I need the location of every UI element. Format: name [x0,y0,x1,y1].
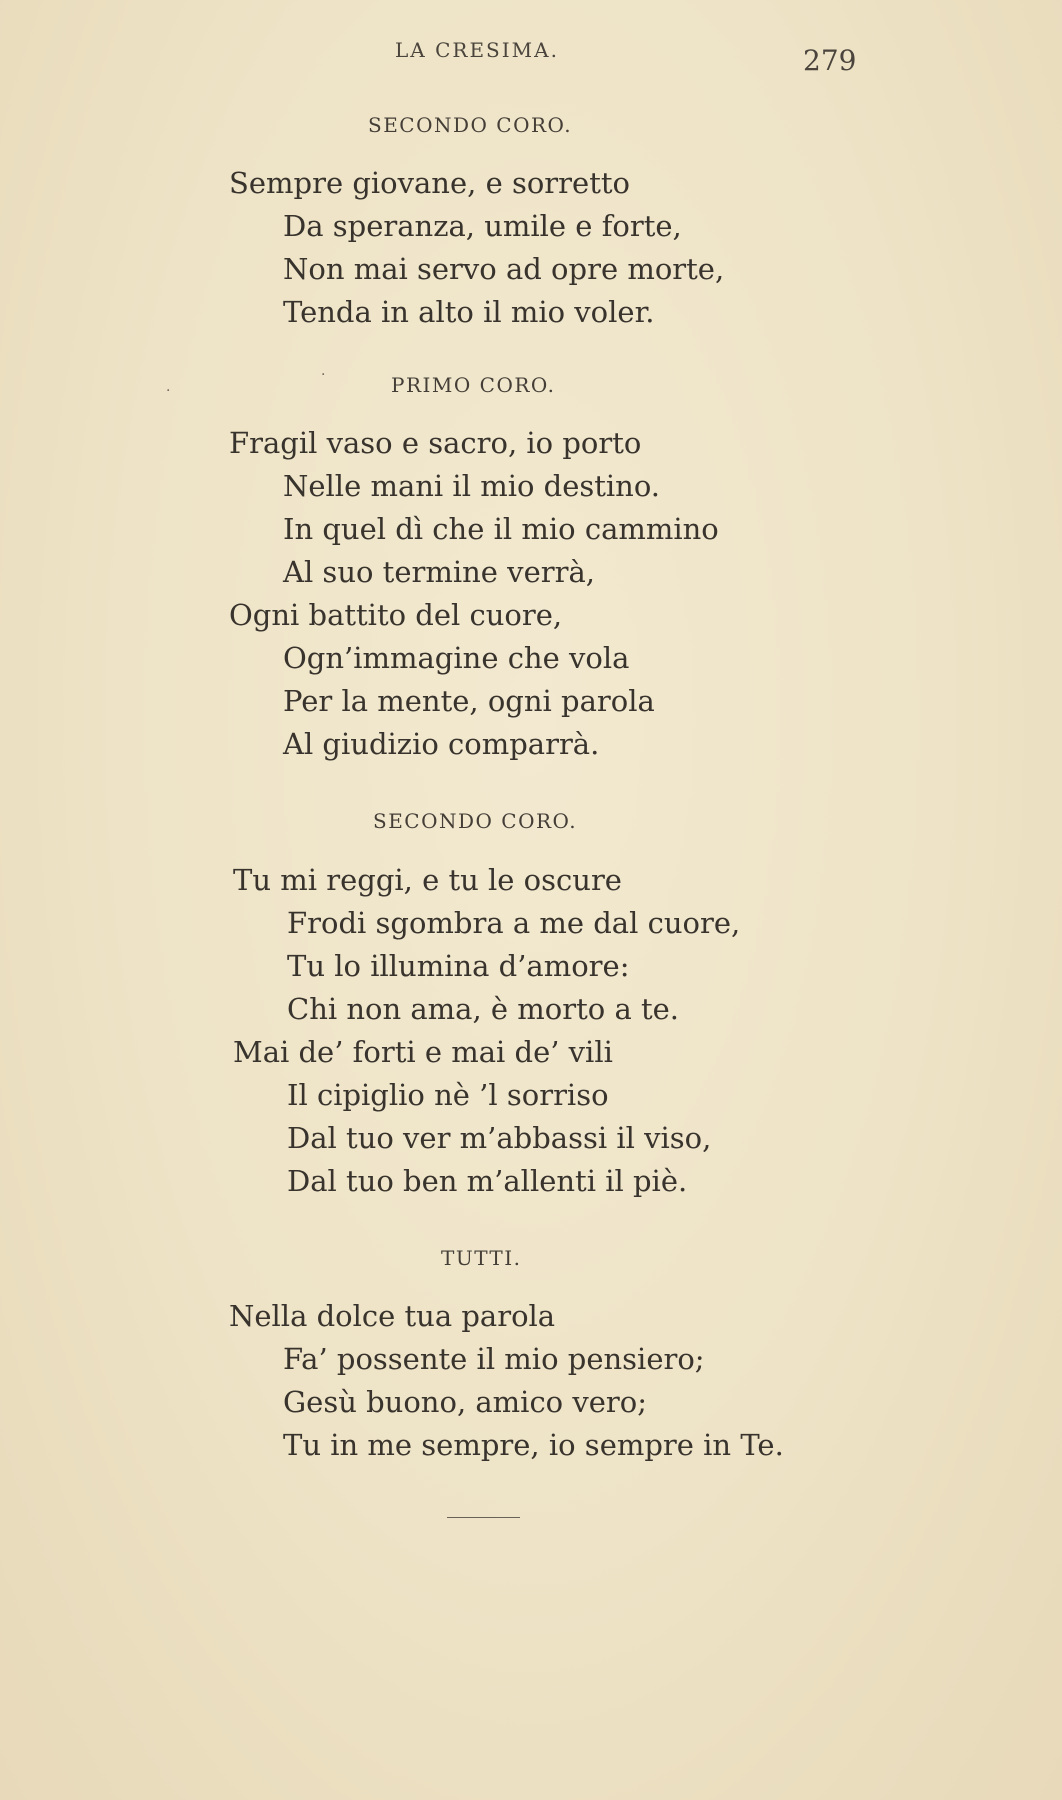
section-heading: SECONDO CORO. [368,113,573,137]
verse-line: Chi non ama, è morto a te. [287,992,679,1026]
verse-line: Dal tuo ver m’abbassi il viso, [287,1121,712,1155]
verse-line: Frodi sgombra a me dal cuore, [287,906,741,940]
verse-line: Da speranza, umile e forte, [283,209,682,243]
verse-line: Ogn’immagine che vola [283,641,630,675]
verse-line: Al giudizio comparrà. [283,727,600,761]
verse-line: Nella dolce tua parola [229,1299,556,1333]
closing-rule [447,1517,520,1518]
verse-line: Sempre giovane, e sorretto [229,166,630,200]
running-title: LA CRESIMA. [395,38,559,62]
verse-line: In quel dì che il mio cammino [283,512,719,546]
stanza [229,422,719,766]
verse-line: Tenda in alto il mio voler. [283,295,655,329]
verse-line: Dal tuo ben m’allenti il piè. [287,1164,688,1198]
verse-line: Ogni battito del cuore, [229,598,563,632]
stanza [229,1295,784,1467]
section-heading: SECONDO CORO. [373,809,578,833]
section-heading: TUTTI. [441,1246,522,1270]
verse-line: Il cipiglio nè ’l sorriso [287,1078,609,1112]
ink-speck: · [321,367,326,383]
verse-line: Non mai servo ad opre morte, [283,252,725,286]
verse-line: Per la mente, ogni parola [283,684,655,718]
stanza [229,162,724,334]
verse-line: Mai de’ forti e mai de’ vili [233,1035,613,1069]
stanza [233,859,740,1203]
ink-speck: · [166,383,171,399]
verse-line: Fragil vaso e sacro, io porto [229,426,642,460]
verse-line: Al suo termine verrà, [283,555,595,589]
verse-line: Gesù buono, amico vero; [283,1385,648,1419]
section-heading: PRIMO CORO. [391,373,556,397]
verse-line: Tu in me sempre, io sempre in Te. [283,1428,784,1462]
verse-line: Tu mi reggi, e tu le oscure [233,863,622,897]
verse-line: Nelle mani il mio destino. [283,469,661,503]
verse-line: Fa’ possente il mio pensiero; [283,1342,705,1376]
verse-line: Tu lo illumina d’amore: [287,949,630,983]
page-number: 279 [803,44,857,77]
